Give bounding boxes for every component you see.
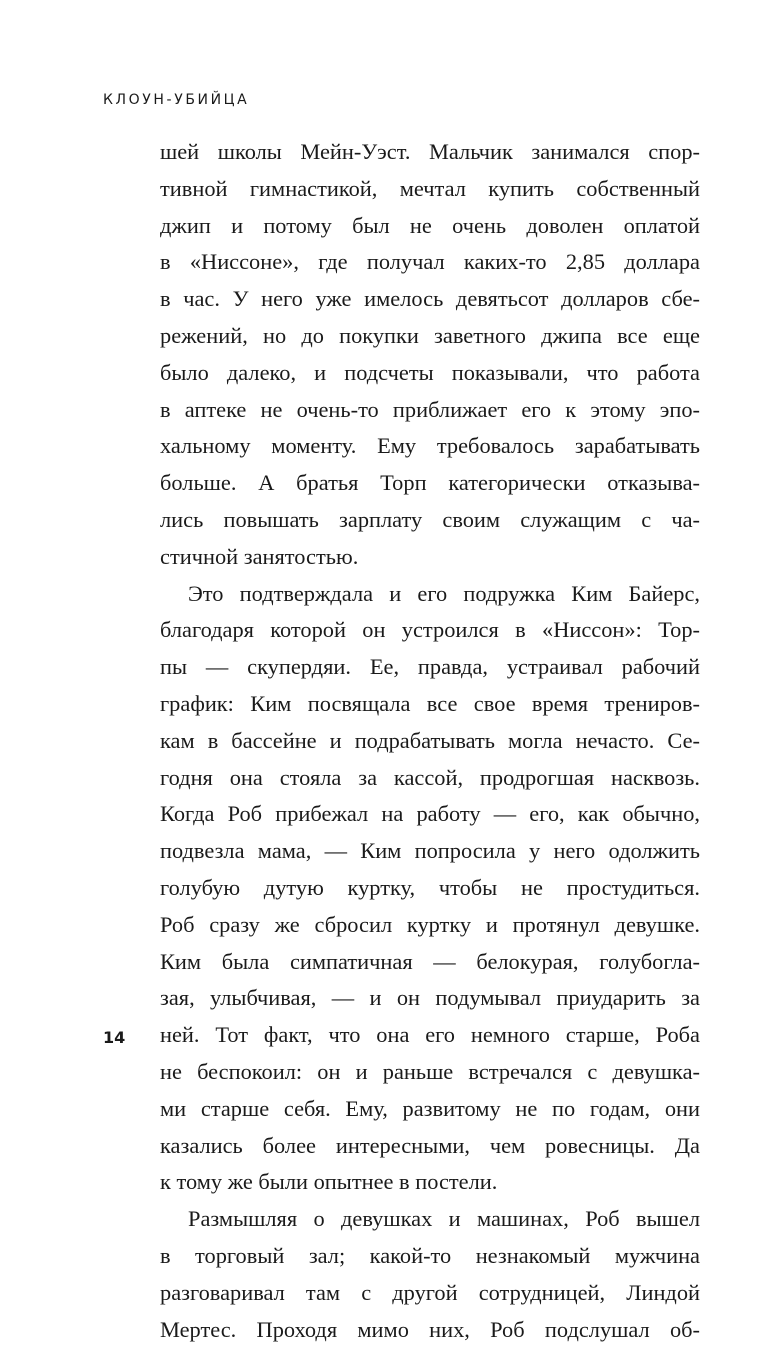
text-line: не беспокоил: он и раньше встречался с девушка- [160, 1054, 700, 1091]
text-line: разговаривал там с другой сотрудницей, Линдой [160, 1275, 700, 1312]
paragraph-3 [160, 1201, 700, 1348]
text-line: хальному моменту. Ему требовалось зарабатывать [160, 428, 700, 465]
text-line: зая, улыбчивая, — и он подумывал приударить за [160, 980, 700, 1017]
running-head-title: КЛОУН-УБИЙЦА [103, 92, 249, 108]
text-line: шей школы Мейн-Уэст. Мальчик занимался спор- [160, 134, 700, 171]
paragraph-2 [160, 576, 700, 1202]
paragraph-1 [160, 134, 700, 576]
text-line: режений, но до покупки заветного джипа все еще [160, 318, 700, 355]
text-line: казались более интересными, чем ровесницы. Да [160, 1128, 700, 1165]
page-number: 14 [103, 1028, 125, 1047]
text-line: подвезла мама, — Ким попросила у него одолжить [160, 833, 700, 870]
text-line: кам в бассейне и подрабатывать могла нечасто. Се- [160, 723, 700, 760]
text-line: джип и потому был не очень доволен оплатой [160, 208, 700, 245]
text-line: в «Ниссоне», где получал каких-то 2,85 доллара [160, 244, 700, 281]
text-line: в торговый зал; какой-то незнакомый мужчина [160, 1238, 700, 1275]
text-line: пы — скупердяи. Ее, правда, устраивал рабочий [160, 649, 700, 686]
text-line: стичной занятостью. [160, 539, 700, 576]
text-line: в час. У него уже имелось девятьсот долларов сбе- [160, 281, 700, 318]
text-line: Роб сразу же сбросил куртку и протянул девушке. [160, 907, 700, 944]
body-text [160, 134, 700, 1348]
text-line: Это подтверждала и его подружка Ким Байерс, [160, 576, 700, 613]
text-line: Мертес. Проходя мимо них, Роб подслушал об- [160, 1312, 700, 1348]
text-line: ми старше себя. Ему, развитому не по годам, они [160, 1091, 700, 1128]
text-line: Размышляя о девушках и машинах, Роб вышел [160, 1201, 700, 1238]
text-line: лись повышать зарплату своим служащим с ча- [160, 502, 700, 539]
text-line: график: Ким посвящала все свое время трениров- [160, 686, 700, 723]
text-line: к тому же были опытнее в постели. [160, 1164, 700, 1201]
text-line: больше. А братья Торп категорически отказыва- [160, 465, 700, 502]
text-line: Ким была симпатичная — белокурая, голубогла- [160, 944, 700, 981]
text-line: ней. Тот факт, что она его немного старше, Роба [160, 1017, 700, 1054]
text-line: голубую дутую куртку, чтобы не простудиться. [160, 870, 700, 907]
text-line: в аптеке не очень-то приближает его к этому эпо- [160, 392, 700, 429]
text-line: благодаря которой он устроился в «Ниссон»: Тор- [160, 612, 700, 649]
text-line: было далеко, и подсчеты показывали, что работа [160, 355, 700, 392]
text-line: Когда Роб прибежал на работу — его, как обычно, [160, 796, 700, 833]
text-line: годня она стояла за кассой, продрогшая насквозь. [160, 760, 700, 797]
text-line: тивной гимнастикой, мечтал купить собственный [160, 171, 700, 208]
